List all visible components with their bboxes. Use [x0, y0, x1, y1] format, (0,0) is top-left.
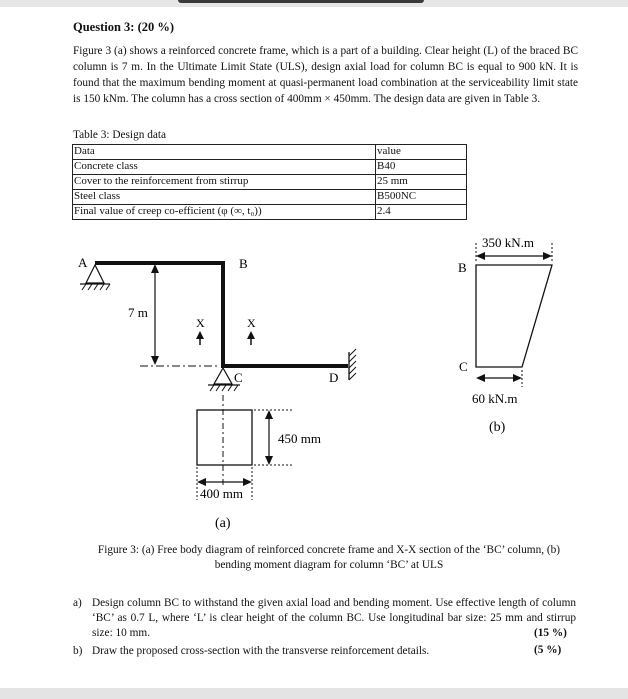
window-bottom-bar: [0, 688, 628, 699]
table-cell: Final value of creep co-efficient (φ (∞, t₀)): [73, 205, 376, 220]
table-row: [73, 175, 467, 190]
part-a-marks: (15 %): [534, 627, 567, 639]
label-a: A: [78, 255, 88, 270]
label-x-left: X: [196, 316, 205, 330]
table-caption: Table 3: Design data: [73, 129, 167, 141]
label-60: 60 kN.m: [472, 391, 518, 406]
design-data-table: [72, 144, 467, 220]
table-cell: Steel class: [73, 190, 376, 205]
cross-section: [197, 410, 252, 465]
window-handle: [178, 0, 424, 3]
label-b-moment: B: [458, 260, 467, 275]
label-450mm: 450 mm: [278, 431, 321, 446]
figure-caption: Figure 3: (a) Free body diagram of reinforced concrete frame and X-X section of the ‘BC’ column, (b) bending moment diagram for column ‘BC’ at ULS: [97, 544, 561, 571]
moment-diagram-shape: [476, 265, 552, 367]
table-cell: 25 mm: [376, 175, 467, 190]
table-cell: 2.4: [376, 205, 467, 220]
label-350: 350 kN.m: [482, 235, 534, 250]
label-400mm: 400 mm: [200, 486, 243, 501]
part-b-text: Draw the proposed cross-section with the transverse reinforcement details.: [92, 645, 430, 657]
part-b-label: b): [73, 645, 83, 657]
label-c-moment: C: [459, 359, 468, 374]
table-header-data: Data: [73, 145, 376, 160]
table-cell: Cover to the reinforcement from stirrup: [73, 175, 376, 190]
label-sub-b: (b): [489, 420, 506, 435]
table-cell: B500NC: [376, 190, 467, 205]
label-sub-a: (a): [215, 516, 231, 531]
question-paragraph: Figure 3 (a) shows a reinforced concrete frame, which is a part of a building. Clear height (L) of the braced BC column is 7 m. In the Ultimate Limit State (ULS), design axial load for column BC is equal to 900 kN. It is found that the maximum bending moment at quasi-permanent load combination at the serviceability limit state is 150 kNm. The column has a cross section of 400mm × 450mm. The design data are given in Table 3.: [73, 45, 578, 105]
question-heading: Question 3: (20 %): [73, 20, 175, 34]
part-a-text: Design column BC to withstand the given axial load and bending moment. Use effective length of column ‘BC’ as 0.7 L, where ‘L’ is clear height of the column BC. Use longitudinal bar size: 25 mm and stirrup size: 10 mm.: [92, 597, 576, 639]
table-header-row: [73, 145, 467, 160]
figure-3: [0, 225, 628, 535]
label-b: B: [239, 256, 248, 271]
table-cell: B40: [376, 160, 467, 175]
frame-diagram: [78, 255, 356, 531]
table-row: [73, 205, 467, 220]
moment-diagram: [458, 235, 552, 435]
table-header-value: value: [376, 145, 467, 160]
table-row: [73, 190, 467, 205]
table-row: [73, 160, 467, 175]
label-x-right: X: [247, 316, 256, 330]
part-b-marks: (5 %): [534, 644, 562, 656]
fixed-support-d: [349, 349, 356, 380]
part-a-label: a): [73, 597, 82, 609]
label-height: 7 m: [128, 305, 148, 320]
table-cell: Concrete class: [73, 160, 376, 175]
label-c: C: [234, 370, 243, 385]
label-d: D: [329, 370, 339, 385]
